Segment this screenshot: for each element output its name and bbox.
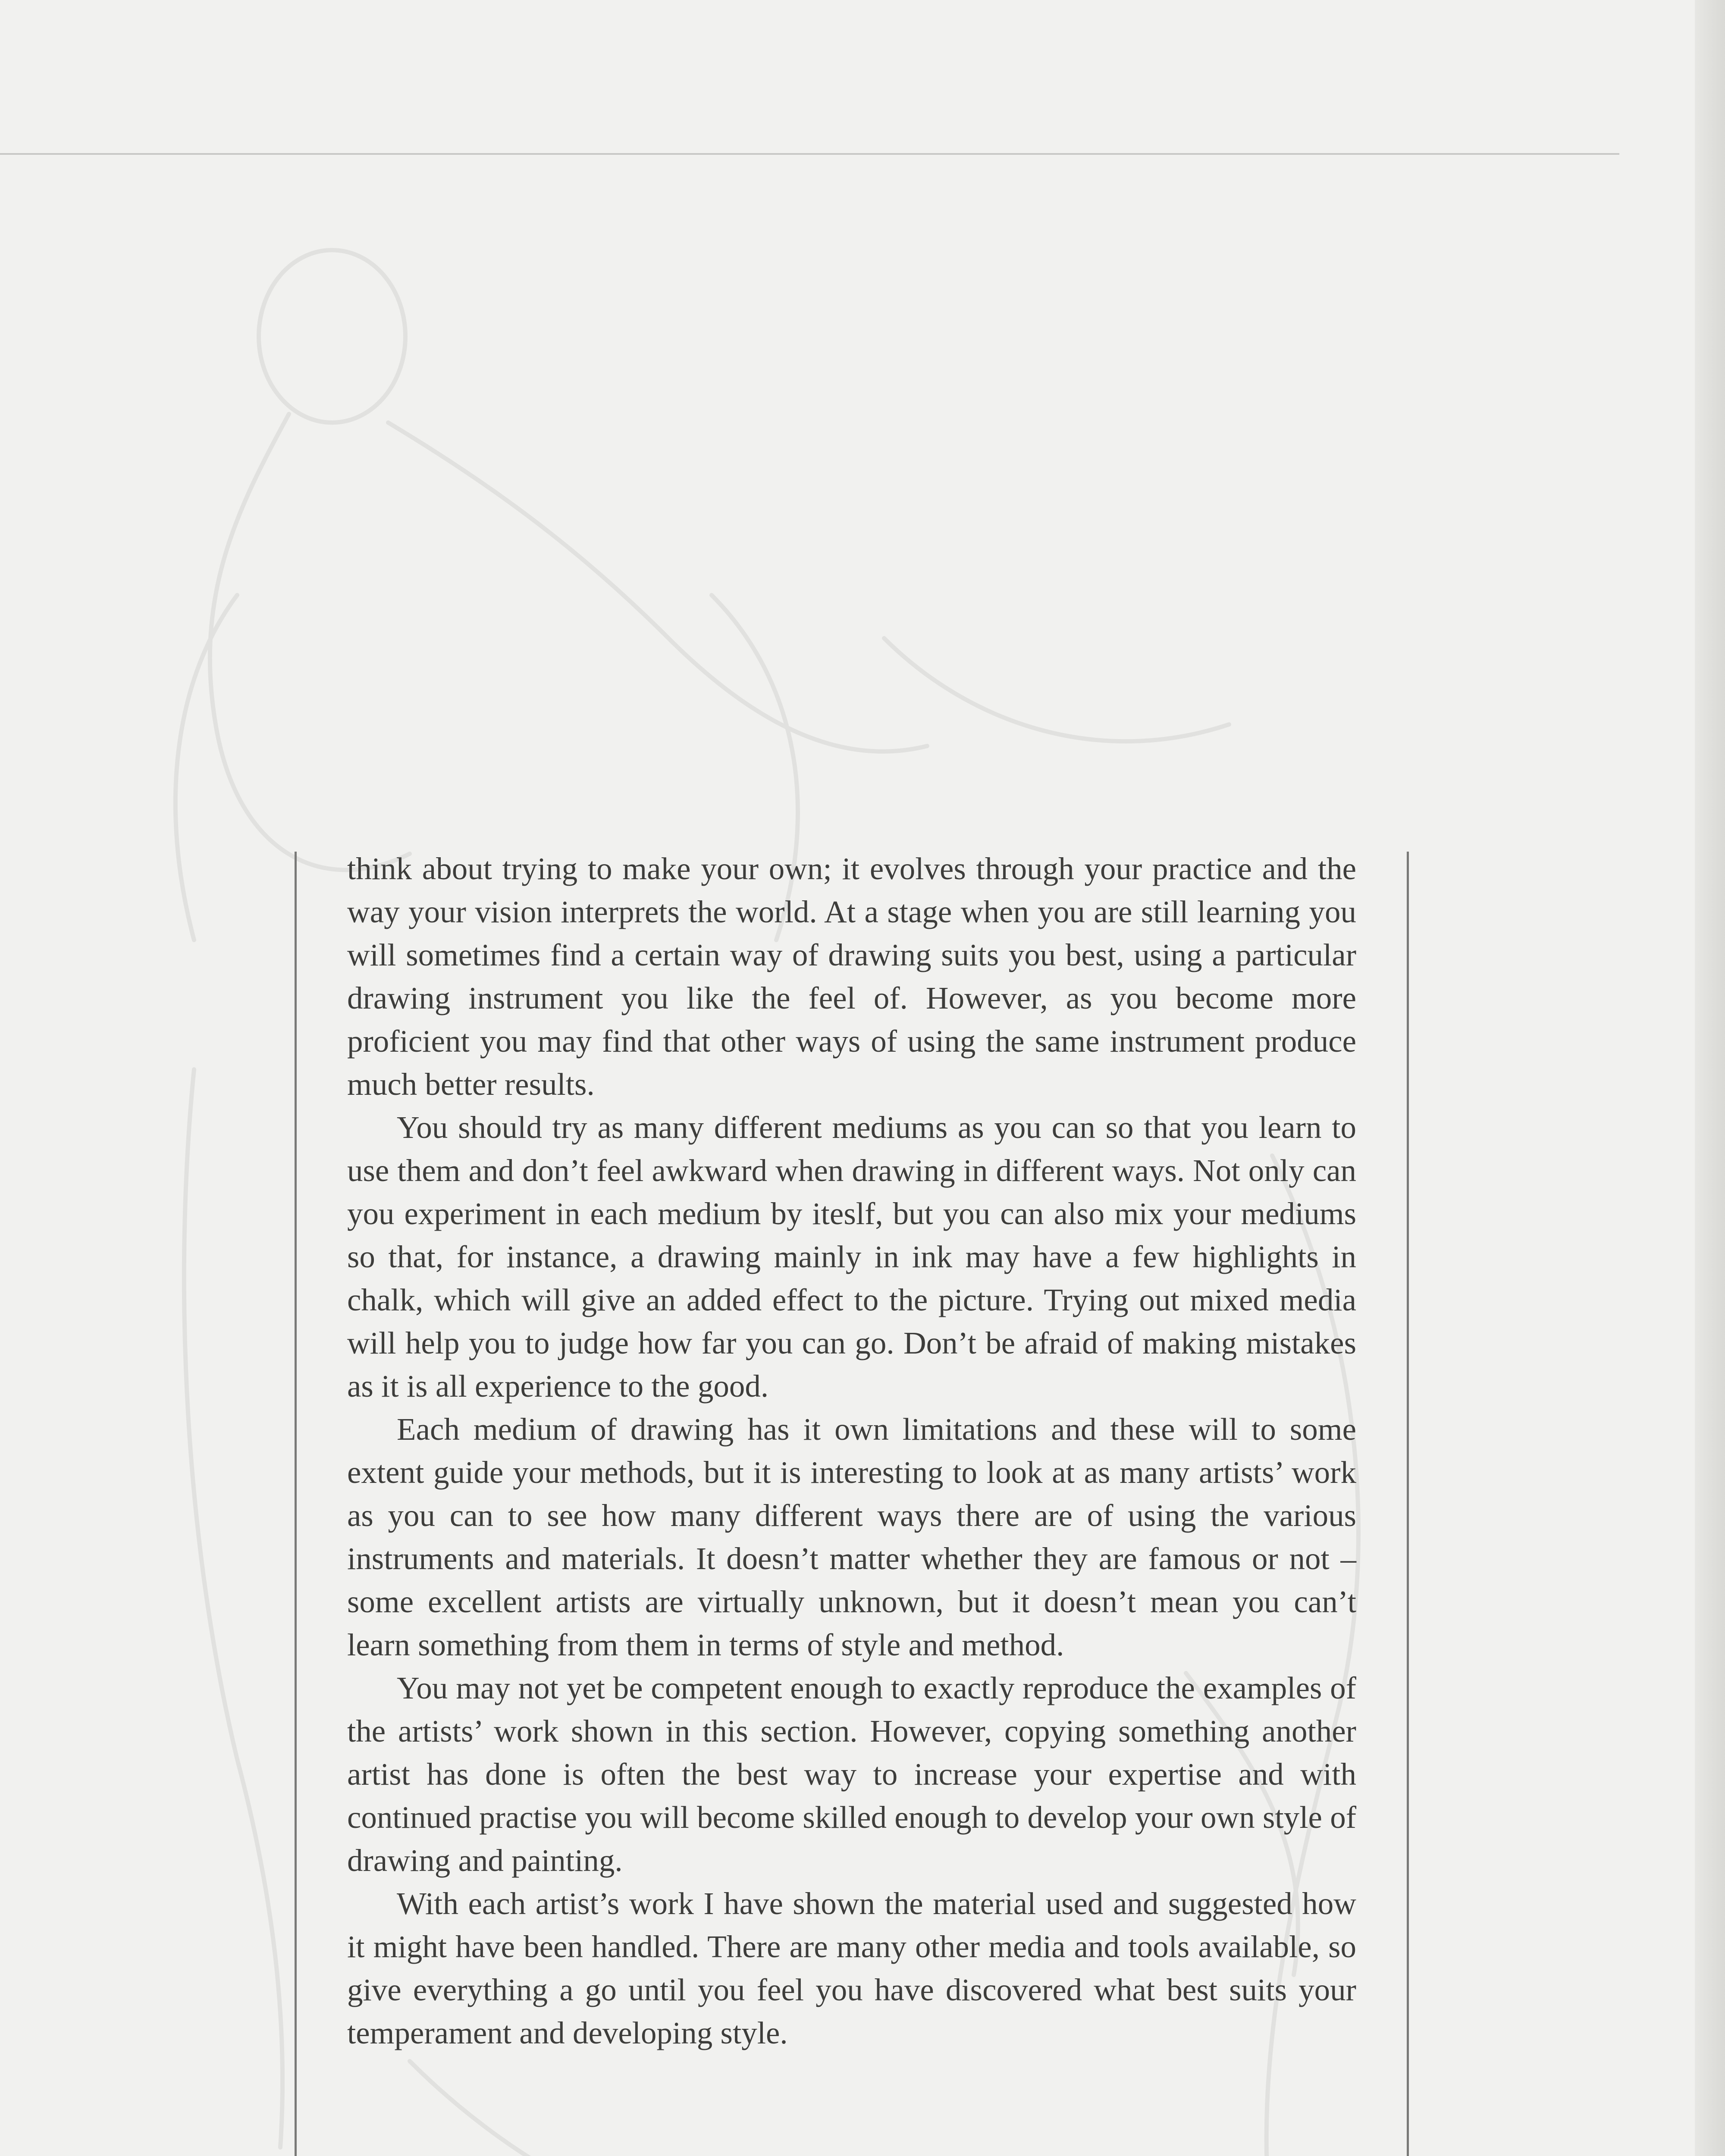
page-edge-shadow [1695, 0, 1725, 2156]
frame-right-rule [1407, 852, 1409, 2156]
paragraph-2: You should try as many different mediums as you can so that you learn to use them and don’t feel awkward when drawing in different ways. Not only can you experiment in each medium by iteslf, but you can also mix your mediums so that, for instance, a drawing mainly in ink may have a few highlights in chalk, which will give an added effect to the picture. Trying out mixed media will help you to judge how far you can go. Don’t be afraid of making mistakes as it is all experience to the good. [347, 1110, 1356, 1404]
header-rule [0, 153, 1619, 155]
body-text-column [347, 847, 1356, 2055]
paragraph-1: think about trying to make your own; it evolves through your practice and the way your vision interprets the world. At a stage when you are still learning you will sometimes find a certain way of drawing suits you best, using a particular drawing instrument you like the feel of. However, as you become more proficient you may find that other ways of using the same instrument produce much better results. [347, 851, 1356, 1102]
paragraph-4: You may not yet be competent enough to exactly reproduce the examples of the artists’ work shown in this section. However, copying something another artist has done is often the best way to increase your expertise and with continued practise you will become skilled enough to develop your own style of drawing and painting. [347, 1670, 1356, 1878]
frame-left-rule [295, 852, 297, 2156]
paragraph-3: Each medium of drawing has it own limitations and these will to some extent guide your methods, but it is interesting to look at as many artists’ work as you can to see how many different ways there are of using the various instruments and materials. It doesn’t matter whether they are famous or not – some excellent artists are virtually unknown, but it doesn’t mean you can’t learn something from them in terms of style and method. [347, 1412, 1356, 1662]
paragraph-5: With each artist’s work I have shown the material used and suggested how it might have been handled. There are many other media and tools available, so give everything a go until you feel you have discovered what best suits your temperament and developing style. [347, 1886, 1356, 2050]
